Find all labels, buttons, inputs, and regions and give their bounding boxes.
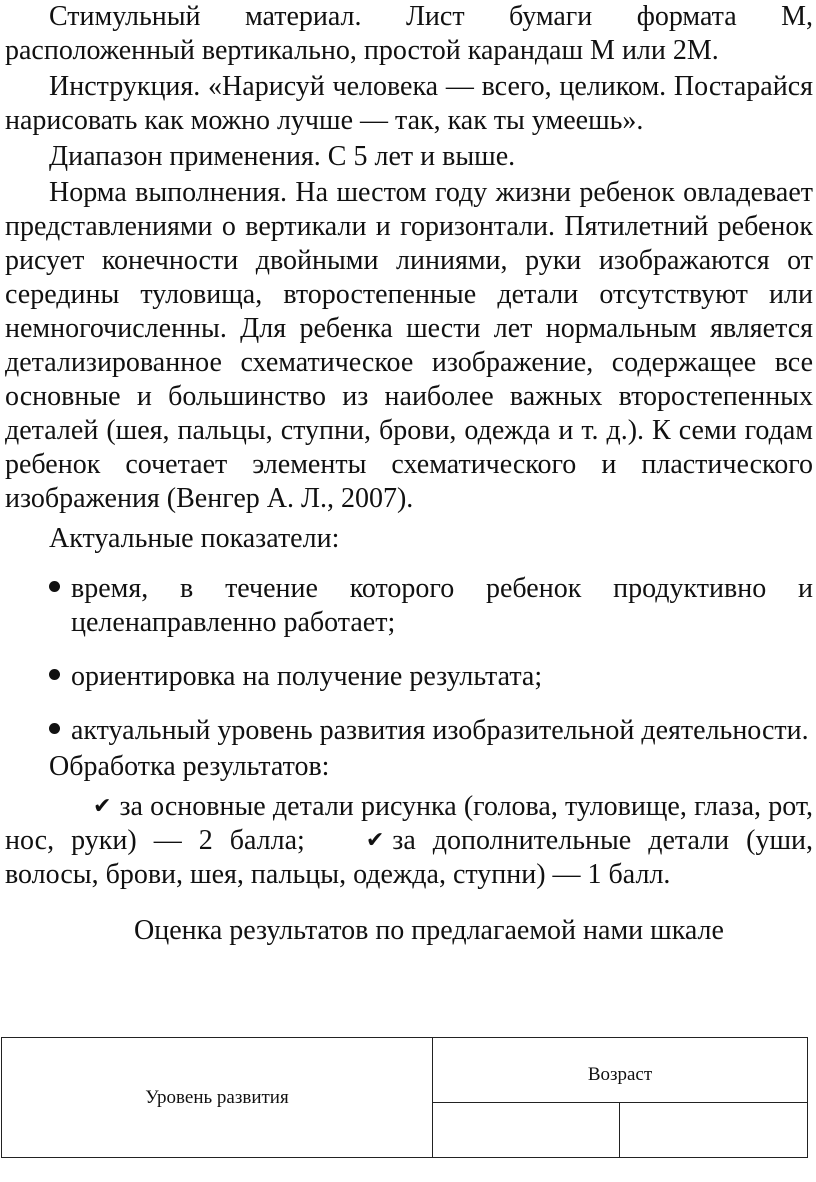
bullet-icon bbox=[49, 669, 60, 680]
table-cell bbox=[433, 1103, 620, 1158]
bullet-icon bbox=[49, 581, 60, 592]
list-item-text: актуальный уровень развития изобразительной деятельности. bbox=[71, 715, 809, 746]
table-title: Оценка результатов по предлагаемой нами шкале bbox=[134, 915, 724, 946]
check-icon: ✔ bbox=[365, 827, 385, 852]
table-cell bbox=[620, 1103, 808, 1158]
document-page bbox=[5, 0, 813, 976]
indicators-list bbox=[5, 572, 813, 748]
check-icon: ✔ bbox=[93, 793, 112, 818]
paragraph-norm: Норма выполнения. На шестом году жизни ребенок овладевает представлениями о вертикали и горизонтали. Пятилетний ребенок рисует конечности двойными линиями, руки изображаются от середины туловища, второстепенные детали отсутствуют или немногочисленны. Для ребенка шести лет нормальным является детализированное схематическое изображение, содержащее все основные и большинство из наиболее важных второстепенных деталей (шея, пальцы, ступни, брови, одежда и т. д.). К семи годам ребенок сочетает элементы схематического и пластического изображения (Венгер А. Л., 2007). bbox=[5, 177, 813, 514]
processing-main-details: за основные детали рисунка (голова, туловище, глаза, рот, нос, руки) — 2 балла; bbox=[5, 791, 813, 856]
column-header-level: Уровень развития bbox=[2, 1038, 433, 1158]
list-item bbox=[5, 714, 813, 748]
column-header-age: Возраст bbox=[433, 1038, 808, 1103]
processing-extra-details: за дополнительные детали (уши, волосы, брови, шея, пальцы, одежда, ступни) — 1 балл. bbox=[5, 825, 813, 890]
list-item bbox=[5, 572, 813, 640]
list-item bbox=[5, 660, 813, 694]
indicators-heading: Актуальные показатели: bbox=[49, 523, 340, 554]
results-scale-table bbox=[1, 1037, 808, 1158]
paragraph-range: Диапазон применения. С 5 лет и выше. bbox=[49, 141, 516, 172]
processing-heading: Обработка результатов: bbox=[49, 751, 330, 782]
list-item-text: время, в течение которого ребенок продуктивно и целенаправленно работает; bbox=[71, 573, 813, 638]
paragraph-instruction: Инструкция. «Нарисуй человека — всего, целиком. Постарайся нарисовать как можно лучше — так, как ты умеешь». bbox=[5, 71, 813, 136]
paragraph-stimulus: Стимульный материал. Лист бумаги формата М, расположенный вертикально, простой карандаш М или 2М. bbox=[5, 1, 813, 66]
processing-paragraph bbox=[5, 790, 813, 892]
bullet-icon bbox=[49, 723, 60, 734]
list-item-text: ориентировка на получение результата; bbox=[71, 661, 543, 692]
